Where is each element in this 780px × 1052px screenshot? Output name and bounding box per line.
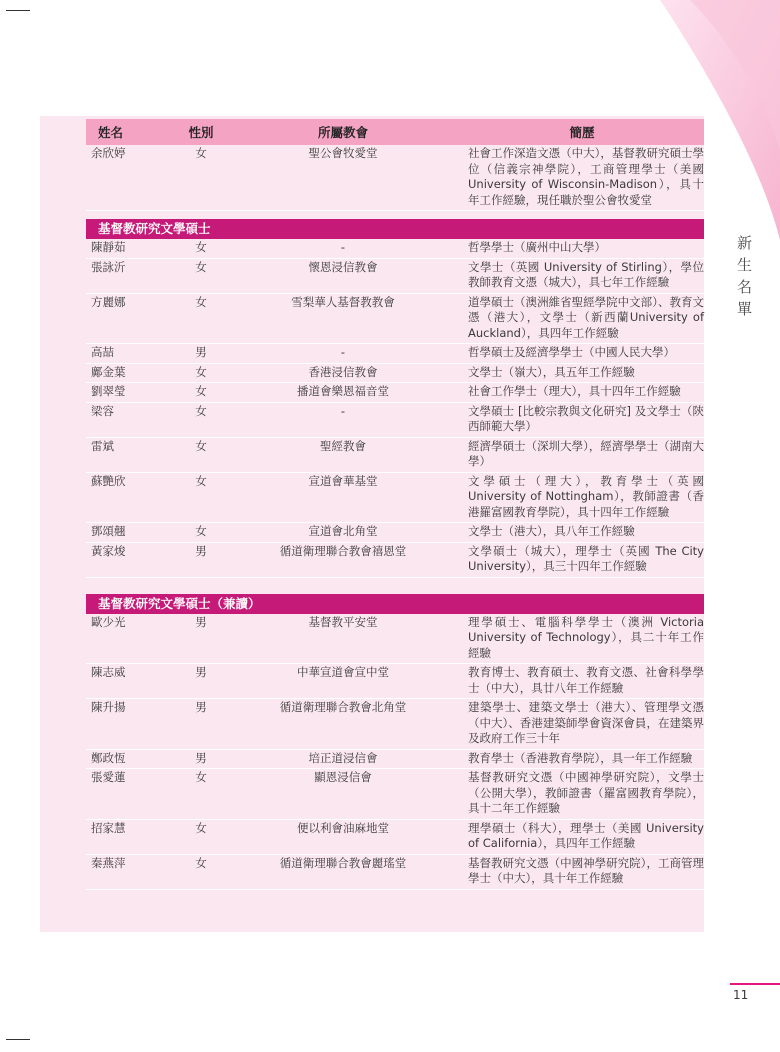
header-bio: 簡歷 (569, 125, 595, 140)
page-number: 11 (733, 988, 749, 1002)
student-church: 循道衛理聯合教會北角堂 (279, 700, 407, 714)
side-title-char: 單 (737, 300, 753, 318)
student-gender: 女 (195, 473, 207, 488)
student-church: - (340, 240, 346, 254)
student-bio: 理學碩士（科大），理學士（美國 University of California），具四年工作經驗 (468, 820, 704, 850)
student-church: 聖經教會 (320, 438, 366, 453)
student-bio: 社會工作深造文憑（中大），基督教研究碩士學位（信義宗神學院），工商管理學士（美國 University of Wisconsin-Madison），具十年工作經驗，現任職於聖公會牧愛堂 (468, 146, 704, 207)
student-name: 歐少光 (91, 614, 126, 629)
student-gender: 女 (195, 146, 207, 160)
student-bio: 教育博士、教育碩士、教育文憑、社會科學學士（中大），具廿八年工作經驗 (468, 665, 704, 695)
student-name: 陳靜茹 (91, 240, 126, 254)
student-gender: 女 (195, 524, 207, 538)
student-bio: 基督教研究文憑（中國神學研究院），文學士（公開大學），教師證書（羅富國教育學院），具十二年工作經驗 (468, 770, 704, 815)
table-row (86, 750, 704, 770)
student-church: 顯恩浸信會 (314, 770, 372, 784)
table-row (86, 344, 704, 364)
student-gender: 男 (195, 700, 207, 714)
student-gender: 男 (195, 543, 207, 558)
student-name: 鄧頌翹 (91, 524, 126, 538)
student-name: 張愛蓮 (91, 770, 126, 784)
student-gender: 女 (195, 403, 207, 418)
table-row (86, 259, 704, 294)
student-church: 循道衛理聯合教會禧恩堂 (279, 543, 407, 558)
student-bio: 教育學士（香港教育學院），具一年工作經驗 (468, 750, 693, 765)
side-title (737, 232, 752, 320)
table-row (86, 614, 704, 665)
student-church: 基督教平安堂 (308, 614, 378, 629)
table-row (86, 438, 704, 473)
student-church: 香港浸信教會 (308, 364, 378, 379)
student-table (86, 119, 704, 890)
student-name: 雷斌 (91, 438, 114, 453)
student-name: 黃家焌 (91, 543, 126, 558)
student-name: 高喆 (91, 345, 114, 359)
student-name: 蘇艷欣 (91, 473, 126, 488)
table-row (86, 699, 704, 750)
student-bio: 哲學學士（廣州中山大學） (468, 240, 606, 254)
section-rows (86, 239, 704, 578)
crop-mark-bottom (6, 1039, 30, 1040)
student-name: 劉翠瑩 (91, 384, 126, 398)
student-bio: 道學碩士（澳洲維省聖經學院中文部）、教育文憑（港大），文學士（新西蘭University of Auckland），具四年工作經驗 (468, 294, 704, 340)
student-bio: 文學士（港大），具八年工作經驗 (468, 524, 635, 538)
student-bio: 經濟學碩士（深圳大學），經濟學學士（湖南大學） (468, 438, 704, 468)
student-name: 張詠沂 (91, 259, 126, 274)
student-name: 招家慧 (91, 820, 126, 835)
student-name: 鄭政恆 (91, 750, 126, 765)
student-church: 聖公會牧愛堂 (308, 146, 378, 160)
side-title-char: 名 (737, 278, 753, 296)
student-church: 懷恩浸信教會 (308, 259, 378, 274)
section-title: 基督教研究文學碩士 (86, 219, 704, 239)
student-gender: 女 (195, 259, 207, 274)
student-name: 余欣婷 (91, 146, 126, 160)
table-row (86, 664, 704, 699)
student-gender: 女 (195, 294, 207, 309)
table-row (86, 383, 704, 403)
table-row (86, 523, 704, 543)
student-church: 中華宣道會宣中堂 (297, 665, 389, 679)
student-gender: 女 (195, 855, 207, 870)
student-church: 宣道會北角堂 (308, 524, 378, 538)
student-gender: 男 (195, 750, 207, 765)
side-title-char: 新 (737, 234, 753, 252)
table-row (86, 364, 704, 384)
footer-accent-line (730, 983, 780, 985)
student-bio: 文學碩士（理大），教育學士（英國 University of Nottingham），教師證書（香港羅富國教育學院），具十四年工作經驗 (468, 473, 704, 519)
top-rows (86, 145, 704, 211)
table-row (86, 820, 704, 855)
table-row (86, 473, 704, 524)
student-bio: 文學碩士 [比較宗教與文化研究] 及文學士（陝西師範大學） (468, 403, 704, 433)
table-header (86, 119, 704, 145)
student-church: 宣道會華基堂 (308, 473, 378, 488)
student-name: 梁容 (91, 403, 114, 418)
student-name: 陳升揚 (91, 700, 126, 714)
section-title: 基督教研究文學碩士（兼讀） (86, 594, 704, 614)
student-bio: 理學碩士、電腦科學學士（澳洲 Victoria University of Technology），具二十年工作經驗 (468, 614, 704, 660)
student-church: 便以利會油麻地堂 (297, 820, 389, 835)
student-church: - (340, 403, 346, 418)
student-bio: 建築學士、建築文學士（港大）、管理學文憑（中大）、香港建築師學會資深會員，在建築界及政府工作三十年 (468, 700, 704, 745)
student-bio: 哲學碩士及經濟學學士（中國人民大學） (468, 345, 675, 359)
student-name: 鄺金葉 (91, 364, 126, 379)
student-gender: 女 (195, 364, 207, 379)
student-gender: 男 (195, 345, 207, 359)
table-row (86, 543, 704, 578)
header-gender: 性別 (188, 125, 214, 140)
student-church: 培正道浸信會 (308, 750, 378, 765)
student-church: 雪梨華人基督教教會 (291, 294, 395, 309)
table-row (86, 855, 704, 890)
student-bio: 文學士（英國 University of Stirling），學位教師教育文憑（城大），具七年工作經驗 (468, 259, 704, 289)
table-row (86, 294, 704, 345)
student-gender: 女 (195, 438, 207, 453)
student-bio: 文學士（嶺大），具五年工作經驗 (468, 364, 635, 379)
section-rows (86, 614, 704, 890)
student-name: 陳志威 (91, 665, 126, 679)
student-church: 播道會樂恩福音堂 (297, 384, 389, 398)
student-gender: 女 (195, 240, 207, 254)
header-church: 所屬教會 (317, 125, 368, 140)
student-name: 秦燕萍 (91, 855, 126, 870)
student-church: 循道衛理聯合教會麗瑤堂 (279, 855, 407, 870)
student-name: 方麗娜 (91, 294, 126, 309)
crop-mark-top (6, 10, 30, 11)
student-church: - (340, 345, 346, 359)
header-name: 姓名 (98, 125, 124, 140)
student-gender: 男 (195, 614, 207, 629)
student-bio: 基督教研究文憑（中國神學研究院），工商管理學士（中大），具十年工作經驗 (468, 855, 704, 885)
student-bio: 文學碩士（城大），理學士（英國 The City University），具三十四年工作經驗 (468, 543, 704, 573)
table-row (86, 769, 704, 820)
side-title-char: 生 (737, 256, 753, 274)
student-gender: 女 (195, 770, 207, 784)
student-bio: 社會工作學士（理大），具十四年工作經驗 (468, 384, 681, 398)
table-row (86, 403, 704, 438)
student-gender: 女 (195, 820, 207, 835)
table-row (86, 239, 704, 259)
student-gender: 男 (195, 665, 207, 679)
student-gender: 女 (195, 384, 207, 398)
table-row (86, 145, 704, 211)
